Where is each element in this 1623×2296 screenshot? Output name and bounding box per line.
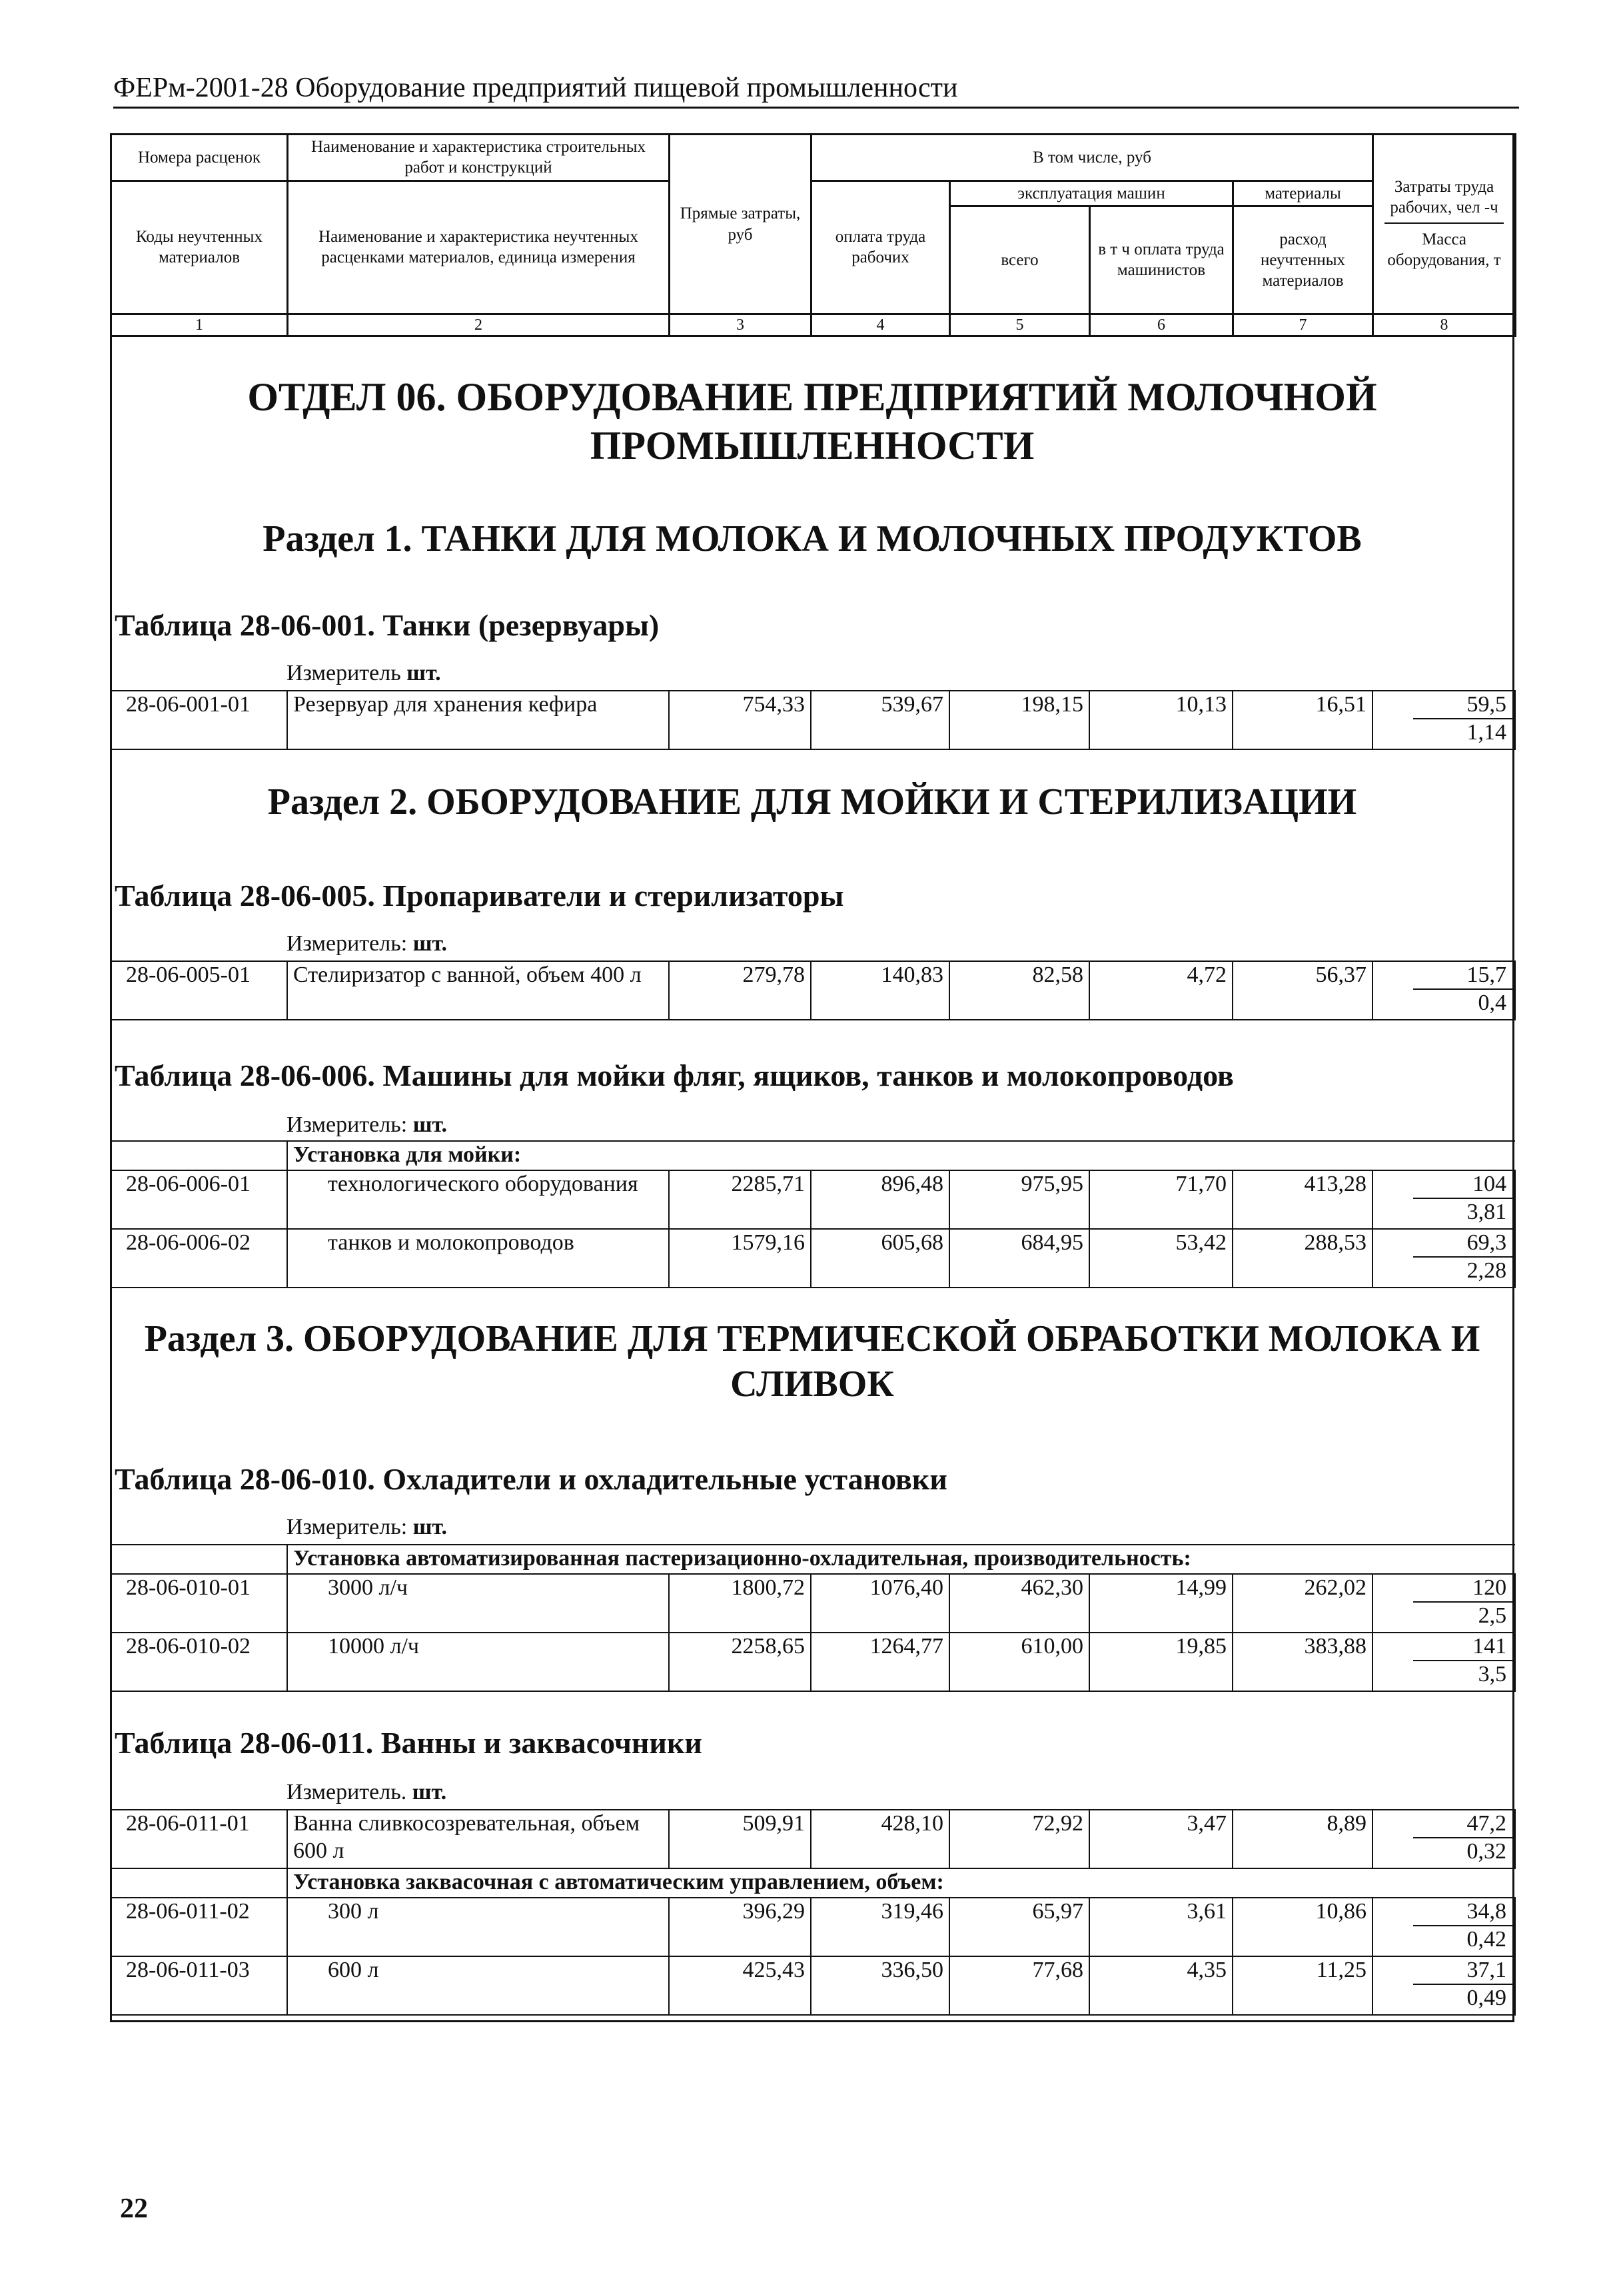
rate-code: 28-06-010-02 — [111, 1633, 287, 1691]
direct-costs: 509,91 — [669, 1810, 811, 1868]
column-number: 7 — [1233, 314, 1373, 336]
section-2-heading: Раздел 2. ОБОРУДОВАНИЕ ДЛЯ МОЙКИ И СТЕРИЛИЗАЦИИ — [267, 781, 1357, 823]
materials: 383,88 — [1233, 1633, 1372, 1691]
materials: 8,89 — [1233, 1810, 1372, 1868]
table-1-meter: Измеритель шт. — [286, 661, 441, 685]
table-row — [111, 1898, 1515, 1956]
subheader-row — [111, 1868, 1515, 1898]
header-material-codes: Коды неучтенных материалов — [111, 181, 288, 314]
mass-value: 3,81 — [1466, 1200, 1507, 1224]
mass-value: 2,5 — [1478, 1603, 1507, 1628]
labor-value: 141 — [1413, 1633, 1514, 1661]
header-machines-total: всего — [950, 206, 1090, 314]
machines-total: 462,30 — [949, 1574, 1089, 1633]
labor-value: 59,5 — [1413, 691, 1514, 719]
column-number: 3 — [670, 314, 812, 336]
header-labor-mass — [1373, 135, 1516, 314]
labor-mass-cell — [1372, 1229, 1515, 1288]
machinist-pay: 53,42 — [1089, 1229, 1233, 1288]
work-name: 3000 л/ч — [287, 1574, 669, 1633]
table-6 — [110, 1140, 1516, 1288]
mass-value: 3,5 — [1478, 1662, 1507, 1687]
header-machines: эксплуатация машин — [950, 181, 1233, 206]
worker-pay: 1076,40 — [811, 1574, 949, 1633]
labor-mass-cell — [1372, 961, 1515, 1020]
subheader: Установка заквасочная с автоматическим управлением, объем: — [287, 1868, 1515, 1898]
work-name: Резервуар для хранения кефира — [287, 691, 669, 749]
table-11-meter: Измеритель. шт. — [286, 1780, 447, 1804]
labor-mass-cell — [1372, 1170, 1515, 1229]
table-row — [111, 1574, 1515, 1633]
department-heading: ОТДЕЛ 06. ОБОРУДОВАНИЕ ПРЕДПРИЯТИЙ МОЛОЧНОЙ ПРОМЫШЛЕННОСТИ — [247, 375, 1377, 468]
labor-mass-cell — [1372, 1633, 1515, 1691]
header-work-name: Наименование и характеристика строительных работ и конструкций — [288, 135, 670, 181]
labor-value: 104 — [1413, 1171, 1514, 1199]
table-10 — [110, 1544, 1516, 1692]
column-number: 4 — [812, 314, 950, 336]
table-10-meter: Измеритель: шт. — [286, 1515, 448, 1539]
table-10-title: Таблица 28-06-010. Охладители и охладительные установки — [115, 1462, 947, 1496]
mass-value: 0,32 — [1466, 1839, 1506, 1864]
header-including: В том числе, руб — [812, 135, 1373, 181]
rate-code: 28-06-010-01 — [111, 1574, 287, 1633]
labor-value: 15,7 — [1413, 962, 1514, 990]
running-header: ФЕРм-2001-28 Оборудование предприятий пищевой промышленности — [113, 72, 1519, 109]
mass-value: 0,42 — [1466, 1927, 1506, 1952]
work-name: 600 л — [287, 1956, 669, 2015]
materials: 262,02 — [1233, 1574, 1372, 1633]
work-name: технологического оборудования — [287, 1170, 669, 1229]
table-6-meter: Измеритель: шт. — [286, 1112, 448, 1137]
table-row — [111, 1633, 1515, 1691]
machines-total: 684,95 — [949, 1229, 1089, 1288]
rate-code: 28-06-001-01 — [111, 691, 287, 749]
direct-costs: 754,33 — [669, 691, 811, 749]
labor-value: 37,1 — [1413, 1957, 1514, 1985]
column-header-table — [110, 133, 1516, 337]
machinist-pay: 10,13 — [1089, 691, 1233, 749]
section-3-heading: Раздел 3. ОБОРУДОВАНИЕ ДЛЯ ТЕРМИЧЕСКОЙ ОБРАБОТКИ МОЛОКА И СЛИВОК — [144, 1318, 1480, 1405]
machinist-pay: 3,61 — [1089, 1898, 1233, 1956]
rate-code: 28-06-006-02 — [111, 1229, 287, 1288]
column-number: 6 — [1090, 314, 1233, 336]
direct-costs: 2285,71 — [669, 1170, 811, 1229]
header-worker-pay: оплата труда рабочих — [812, 181, 950, 314]
page-number: 22 — [120, 2193, 148, 2224]
header-direct-costs: Прямые затраты, руб — [670, 135, 812, 314]
worker-pay: 428,10 — [811, 1810, 949, 1868]
table-1-title: Таблица 28-06-001. Танки (резервуары) — [115, 608, 660, 642]
machinist-pay: 71,70 — [1089, 1170, 1233, 1229]
direct-costs: 2258,65 — [669, 1633, 811, 1691]
rate-code: 28-06-011-01 — [111, 1810, 287, 1868]
header-labor: Затраты труда рабочих, чел -ч — [1384, 173, 1504, 224]
machines-total: 77,68 — [949, 1956, 1089, 2015]
column-number: 8 — [1373, 314, 1516, 336]
table-row — [111, 1956, 1515, 2015]
materials: 56,37 — [1233, 961, 1372, 1020]
materials: 10,86 — [1233, 1898, 1372, 1956]
table-5-meter: Измеритель: шт. — [286, 931, 448, 956]
subheader-row — [111, 1141, 1515, 1170]
labor-mass-cell — [1372, 1898, 1515, 1956]
table-11-title: Таблица 28-06-011. Ванны и заквасочники — [115, 1726, 702, 1760]
worker-pay: 336,50 — [811, 1956, 949, 2015]
rate-code: 28-06-006-01 — [111, 1170, 287, 1229]
machinist-pay: 3,47 — [1089, 1810, 1233, 1868]
table-row — [111, 691, 1515, 749]
worker-pay: 539,67 — [811, 691, 949, 749]
materials: 413,28 — [1233, 1170, 1372, 1229]
labor-mass-cell — [1372, 1810, 1515, 1868]
machinist-pay: 4,72 — [1089, 961, 1233, 1020]
labor-value: 120 — [1413, 1575, 1514, 1603]
labor-mass-cell — [1372, 1574, 1515, 1633]
machines-total: 82,58 — [949, 961, 1089, 1020]
table-row — [111, 1229, 1515, 1288]
header-codes-rates: Номера расценок — [111, 135, 288, 181]
rate-code: 28-06-011-03 — [111, 1956, 287, 2015]
table-5 — [110, 960, 1516, 1020]
machines-total: 72,92 — [949, 1810, 1089, 1868]
worker-pay: 1264,77 — [811, 1633, 949, 1691]
subheader: Установка для мойки: — [287, 1141, 1515, 1170]
subheader-row — [111, 1545, 1515, 1574]
section-1-heading: Раздел 1. ТАНКИ ДЛЯ МОЛОКА И МОЛОЧНЫХ ПРОДУКТОВ — [263, 518, 1362, 560]
labor-value: 34,8 — [1413, 1898, 1514, 1926]
table-1 — [110, 690, 1516, 750]
labor-mass-cell — [1372, 1956, 1515, 2015]
column-number: 5 — [950, 314, 1090, 336]
work-name: 300 л — [287, 1898, 669, 1956]
table-row — [111, 961, 1515, 1020]
subheader: Установка автоматизированная пастеризационно-охладительная, производительность: — [287, 1545, 1515, 1574]
machinist-pay: 4,35 — [1089, 1956, 1233, 2015]
materials: 288,53 — [1233, 1229, 1372, 1288]
worker-pay: 140,83 — [811, 961, 949, 1020]
header-materials: материалы — [1233, 181, 1373, 206]
worker-pay: 319,46 — [811, 1898, 949, 1956]
work-name: Стелиризатор с ванной, объем 400 л — [287, 961, 669, 1020]
mass-value: 1,14 — [1466, 720, 1506, 745]
machines-total: 65,97 — [949, 1898, 1089, 1956]
labor-mass-cell — [1372, 691, 1515, 749]
direct-costs: 425,43 — [669, 1956, 811, 2015]
table-6-title: Таблица 28-06-006. Машины для мойки фляг, ящиков, танков и молокопроводов — [115, 1058, 1234, 1092]
direct-costs: 1800,72 — [669, 1574, 811, 1633]
machines-total: 198,15 — [949, 691, 1089, 749]
machinist-pay: 19,85 — [1089, 1633, 1233, 1691]
labor-value: 47,2 — [1413, 1810, 1514, 1838]
machinist-pay: 14,99 — [1089, 1574, 1233, 1633]
materials: 16,51 — [1233, 691, 1372, 749]
direct-costs: 279,78 — [669, 961, 811, 1020]
worker-pay: 896,48 — [811, 1170, 949, 1229]
column-number: 2 — [288, 314, 670, 336]
header-mass: Масса оборудования, т — [1387, 230, 1501, 269]
table-row — [111, 1170, 1515, 1229]
mass-value: 2,28 — [1466, 1258, 1507, 1283]
machines-total: 610,00 — [949, 1633, 1089, 1691]
rate-code: 28-06-005-01 — [111, 961, 287, 1020]
direct-costs: 1579,16 — [669, 1229, 811, 1288]
labor-value: 69,3 — [1413, 1230, 1514, 1258]
rate-code: 28-06-011-02 — [111, 1898, 287, 1956]
mass-value: 0,49 — [1466, 1986, 1506, 2010]
table-5-title: Таблица 28-06-005. Пропариватели и стерилизаторы — [115, 879, 844, 913]
header-machinist-pay: в т ч оплата труда машинистов — [1090, 206, 1233, 314]
table-row — [111, 1810, 1515, 1868]
header-material-name: Наименование и характеристика неучтенных расценками материалов, единица измерения — [288, 181, 670, 314]
work-name: Ванна сливкосозревательная, объем 600 л — [287, 1810, 669, 1868]
machines-total: 975,95 — [949, 1170, 1089, 1229]
worker-pay: 605,68 — [811, 1229, 949, 1288]
column-number: 1 — [111, 314, 288, 336]
direct-costs: 396,29 — [669, 1898, 811, 1956]
mass-value: 0,4 — [1478, 990, 1506, 1015]
header-unaccounted-materials: расход неучтенных материалов — [1233, 206, 1373, 314]
work-name: танков и молокопроводов — [287, 1229, 669, 1288]
table-11 — [110, 1809, 1516, 2016]
work-name: 10000 л/ч — [287, 1633, 669, 1691]
materials: 11,25 — [1233, 1956, 1372, 2015]
